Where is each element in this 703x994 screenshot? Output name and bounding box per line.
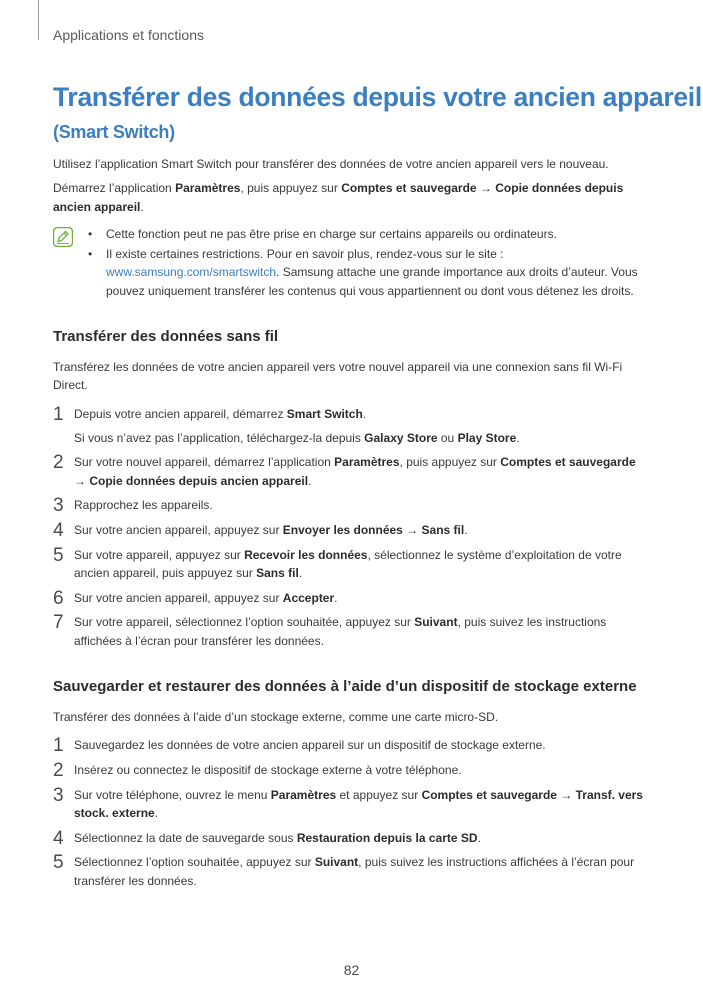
page-subtitle: (Smart Switch) [53, 121, 175, 142]
wireless-steps [53, 405, 647, 651]
intro-paragraph: Utilisez l’application Smart Switch pour transférer des données de votre ancien appareil vers le nouveau. [53, 157, 609, 172]
step-item: 2 Insérez ou connectez le dispositif de stockage externe à votre téléphone. [53, 759, 462, 781]
storage-heading: Sauvegarder et restaurer des données à l’aide d’un dispositif de stockage externe [53, 677, 637, 695]
page-title: Transférer des données depuis votre ancien appareil [53, 82, 702, 112]
smartswitch-link[interactable]: www.samsung.com/smartswitch [106, 265, 277, 280]
storage-intro: Transférer des données à l’aide d’un stockage externe, comme une carte micro-SD. [53, 709, 499, 724]
step-item: 5 Sur votre appareil, appuyez sur Recevoir les données, sélectionnez le système d’exploitation de votre ancien appareil, puis appuyez sur Sans fil. [53, 544, 622, 581]
note-pen-icon [53, 227, 73, 247]
section-header: Applications et fonctions [53, 27, 204, 43]
step-item: 3 Sur votre téléphone, ouvrez le menu Paramètres et appuyez sur Comptes et sauvegarde → Transf. vers stock. externe. [53, 784, 643, 821]
step-item: 4 Sélectionnez la date de sauvegarde sous Restauration depuis la carte SD. [53, 827, 481, 849]
step-item: 4 Sur votre ancien appareil, appuyez sur Envoyer les données → Sans fil. [53, 519, 468, 541]
note-item: • Cette fonction peut ne pas être prise en charge sur certains appareils ou ordinateurs. [88, 227, 557, 242]
note-item: • Il existe certaines restrictions. Pour en savoir plus, rendez-vous sur le site : www.samsung.com/smartswitch. Samsung attache une grande importance aux droits d’auteur. Vous pouvez uniquement transférer les contenus qui vous appartiennent ou dont vous détenez les droits. [88, 246, 638, 298]
wireless-intro: Transférez les données de votre ancien appareil vers votre nouvel appareil via une connexion sans fil Wi-Fi Direct. [53, 359, 623, 393]
step-item: 2 Sur votre nouvel appareil, démarrez l’application Paramètres, puis appuyez sur Comptes et sauvegarde → Copie données depuis ancien appareil. [53, 452, 636, 488]
step-item: 7 Sur votre appareil, sélectionnez l’option souhaitée, appuyez sur Suivant, puis suivez les instructions affichées à l’écran pour transférer les données. [53, 612, 607, 648]
wireless-heading: Transférer des données sans fil [53, 327, 279, 345]
note-box [53, 225, 647, 300]
storage-steps [53, 736, 647, 890]
step-item: 6 Sur votre ancien appareil, appuyez sur Accepter. [53, 587, 338, 609]
step-item: 3 Rapprochez les appareils. [53, 495, 213, 517]
step-item: 1 Sauvegardez les données de votre ancien appareil sur un dispositif de stockage externe. [53, 735, 546, 757]
page-content [53, 82, 702, 897]
start-paragraph: Démarrez l’application Paramètres, puis appuyez sur Comptes et sauvegarde → Copie données depuis ancien appareil. [53, 180, 624, 214]
step-item: 1 Depuis votre ancien appareil, démarrez Smart Switch. Si vous n’avez pas l’application, téléchargez-la depuis Galaxy Store ou Play Store. [53, 403, 520, 445]
header-rule [38, 0, 39, 40]
step-item: 5 Sélectionnez l’option souhaitée, appuyez sur Suivant, puis suivez les instructions affichées à l’écran pour transférer les données. [53, 852, 635, 888]
page-number: 82 [343, 962, 360, 978]
